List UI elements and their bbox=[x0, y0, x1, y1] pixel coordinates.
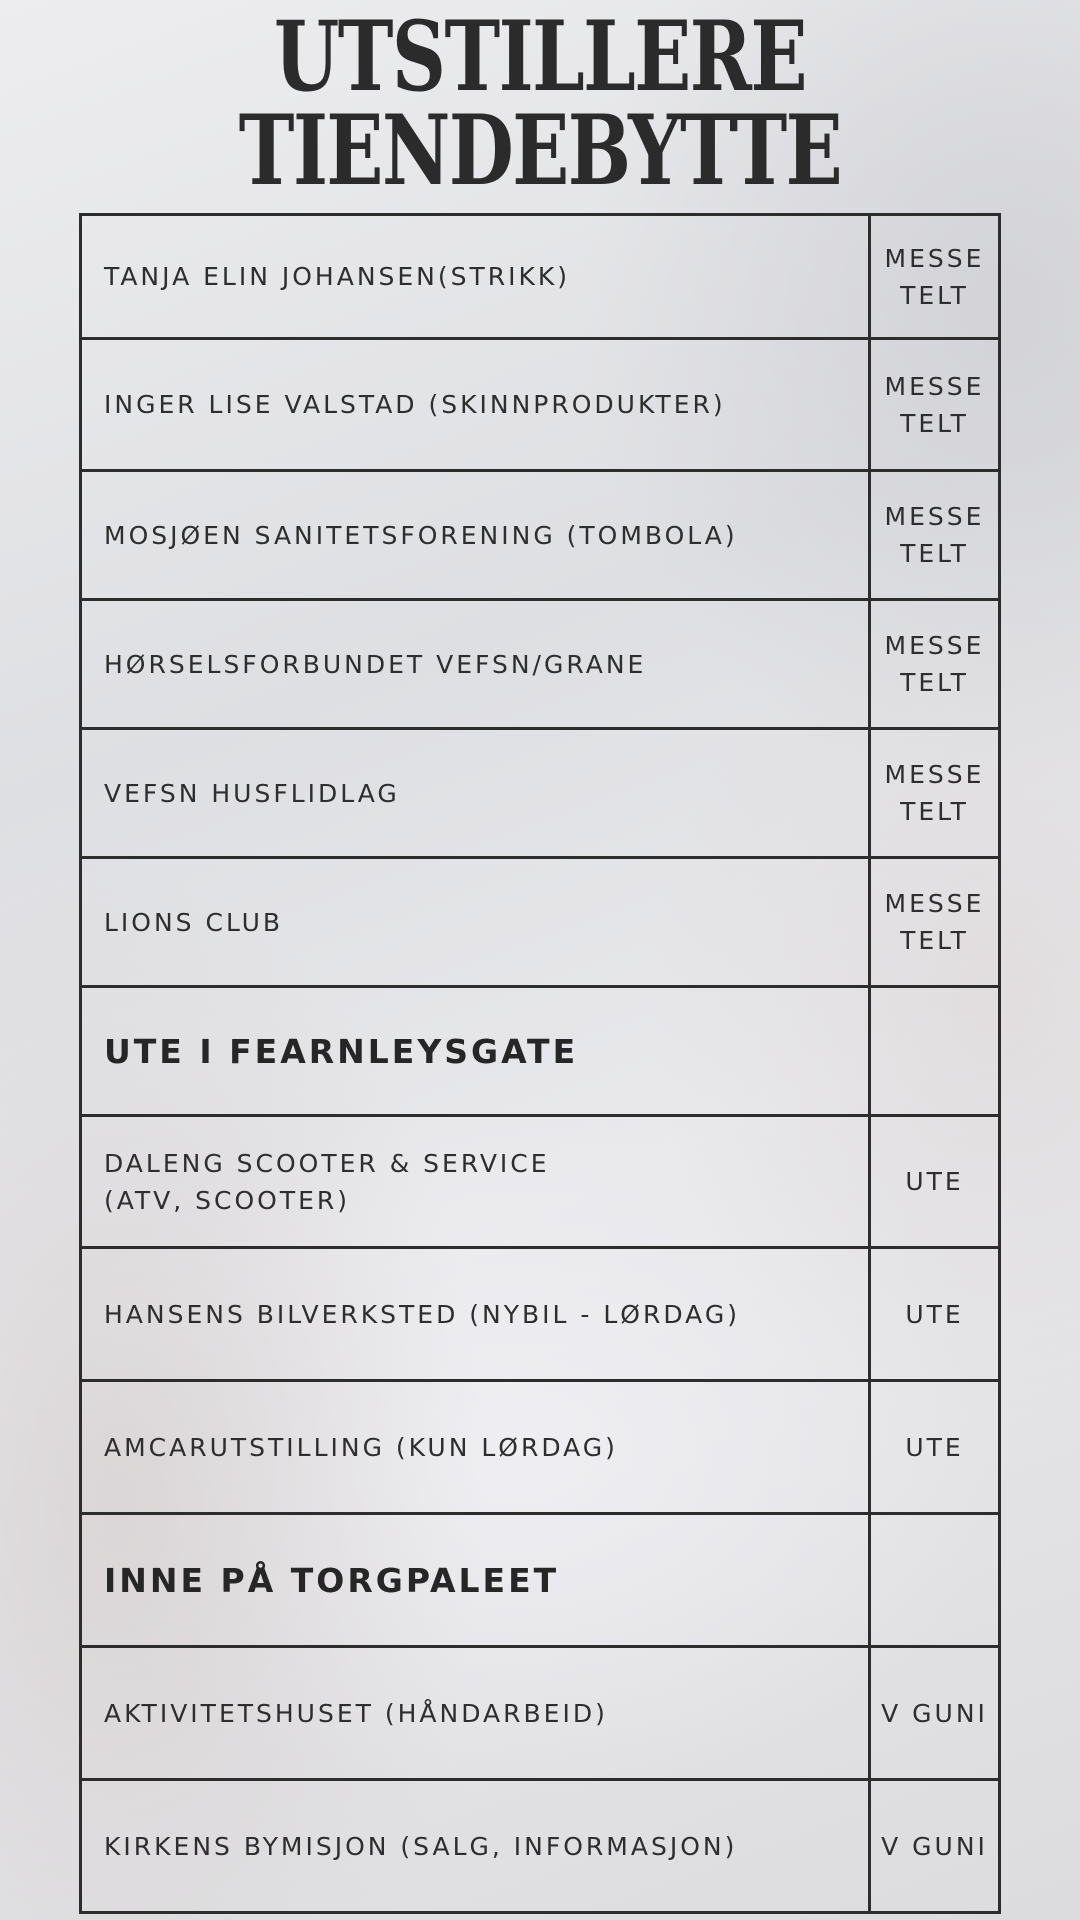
exhibitor-location: MESSE TELT bbox=[870, 471, 1000, 600]
exhibitor-name: INGER LISE VALSTAD (SKINNPRODUKTER) bbox=[81, 339, 870, 471]
table-row bbox=[81, 1381, 1000, 1514]
exhibitor-location: MESSE TELT bbox=[870, 729, 1000, 858]
table-row bbox=[81, 215, 1000, 339]
exhibitor-location: MESSE TELT bbox=[870, 858, 1000, 987]
table-row bbox=[81, 471, 1000, 600]
table-row bbox=[81, 1647, 1000, 1780]
title-line-2: TIENDEBYTTE bbox=[238, 94, 842, 207]
exhibitor-name: HANSENS BILVERKSTED (NYBIL - LØRDAG) bbox=[81, 1248, 870, 1381]
page-title bbox=[119, 0, 961, 207]
table-row bbox=[81, 1248, 1000, 1381]
table-row bbox=[81, 858, 1000, 987]
section-heading: UTE I FEARNLEYSGATE bbox=[81, 987, 870, 1116]
exhibitor-location: MESSE TELT bbox=[870, 215, 1000, 339]
section-heading: INNE PÅ TORGPALEET bbox=[81, 1514, 870, 1647]
exhibitor-table bbox=[79, 213, 1001, 1914]
table-row bbox=[81, 1780, 1000, 1913]
exhibitor-location bbox=[870, 1514, 1000, 1647]
section-row bbox=[81, 987, 1000, 1116]
exhibitor-location: UTE bbox=[870, 1248, 1000, 1381]
exhibitor-location: UTE bbox=[870, 1381, 1000, 1514]
exhibitor-name: TANJA ELIN JOHANSEN(STRIKK) bbox=[81, 215, 870, 339]
section-row bbox=[81, 1514, 1000, 1647]
exhibitor-location bbox=[870, 987, 1000, 1116]
exhibitor-name: AMCARUTSTILLING (KUN LØRDAG) bbox=[81, 1381, 870, 1514]
exhibitor-name: HØRSELSFORBUNDET VEFSN/GRANE bbox=[81, 600, 870, 729]
exhibitor-name: LIONS CLUB bbox=[81, 858, 870, 987]
exhibitor-table-body bbox=[81, 215, 1000, 1913]
exhibitor-name: KIRKENS BYMISJON (SALG, INFORMASJON) bbox=[81, 1780, 870, 1913]
exhibitor-name: AKTIVITETSHUSET (HÅNDARBEID) bbox=[81, 1647, 870, 1780]
table-row bbox=[81, 1116, 1000, 1248]
table-row bbox=[81, 729, 1000, 858]
table-row bbox=[81, 600, 1000, 729]
exhibitor-location: V GUNI bbox=[870, 1780, 1000, 1913]
exhibitor-name: DALENG SCOOTER & SERVICE (ATV, SCOOTER) bbox=[81, 1116, 870, 1248]
exhibitor-name: VEFSN HUSFLIDLAG bbox=[81, 729, 870, 858]
exhibitor-location: MESSE TELT bbox=[870, 600, 1000, 729]
exhibitor-location: MESSE TELT bbox=[870, 339, 1000, 471]
title-line-1: UTSTILLERE bbox=[274, 0, 806, 113]
exhibitor-location: UTE bbox=[870, 1116, 1000, 1248]
exhibitor-name: MOSJØEN SANITETSFORENING (TOMBOLA) bbox=[81, 471, 870, 600]
exhibitor-location: V GUNI bbox=[870, 1647, 1000, 1780]
table-row bbox=[81, 339, 1000, 471]
